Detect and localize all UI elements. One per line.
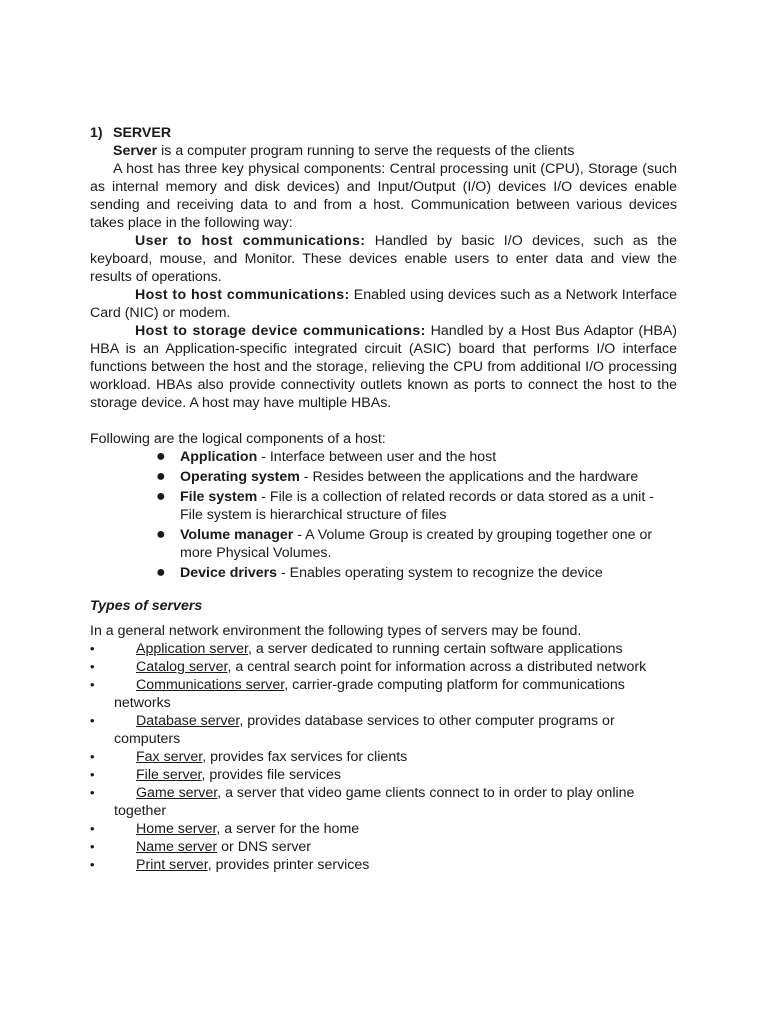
bullet-icon: • bbox=[90, 785, 95, 800]
comm-paragraph-host-host bbox=[90, 286, 677, 322]
list-item bbox=[90, 856, 677, 874]
bullet-icon: • bbox=[90, 839, 95, 854]
bullet-icon: ● bbox=[156, 564, 166, 581]
server-type-text: , provides fax services for clients bbox=[202, 749, 408, 765]
list-item bbox=[90, 820, 677, 838]
list-item bbox=[156, 526, 677, 562]
server-type-link[interactable]: Game server bbox=[136, 785, 218, 801]
component-label: Operating system bbox=[180, 469, 300, 485]
server-types-list bbox=[90, 640, 677, 874]
server-type-link[interactable]: Print server bbox=[136, 857, 208, 873]
list-item bbox=[90, 640, 677, 658]
bullet-icon: ● bbox=[156, 488, 166, 505]
list-item bbox=[90, 838, 677, 856]
server-type-link[interactable]: Communications server bbox=[136, 677, 285, 693]
section-title: SERVER bbox=[113, 125, 172, 141]
list-item bbox=[90, 676, 677, 712]
server-type-text: , a server for the home bbox=[216, 821, 360, 837]
list-item bbox=[90, 784, 677, 820]
server-type-text: , provides database services to other computer programs or computers bbox=[114, 713, 615, 747]
server-type-text: or DNS server bbox=[217, 839, 312, 855]
bullet-icon: • bbox=[90, 641, 95, 656]
list-item bbox=[90, 766, 677, 784]
logical-components-list bbox=[90, 448, 677, 582]
component-text: - File is a collection of related records or data stored as a unit - File system is hierarchical structure of files bbox=[180, 489, 654, 523]
server-type-link[interactable]: Application server bbox=[136, 641, 248, 657]
server-type-link[interactable]: Catalog server bbox=[136, 659, 228, 675]
bullet-icon: • bbox=[90, 857, 95, 872]
server-type-text: , a central search point for information across a distributed network bbox=[227, 659, 647, 675]
list-item bbox=[156, 468, 677, 486]
definition-text: is a computer program running to serve the requests of the clients bbox=[157, 143, 575, 159]
definition-term: Server bbox=[113, 143, 158, 159]
list-item bbox=[90, 748, 677, 766]
component-label: Device drivers bbox=[180, 565, 278, 581]
types-intro: In a general network environment the following types of servers may be found. bbox=[90, 623, 582, 639]
document-content bbox=[90, 124, 677, 874]
section-heading bbox=[90, 124, 677, 142]
server-type-link[interactable]: File server bbox=[136, 767, 202, 783]
list-item bbox=[156, 488, 677, 524]
server-type-link[interactable]: Home server bbox=[136, 821, 217, 837]
bullet-icon: • bbox=[90, 821, 95, 836]
server-type-link[interactable]: Name server bbox=[136, 839, 218, 855]
server-type-text: , provides printer services bbox=[207, 857, 370, 873]
component-label: File system bbox=[180, 489, 258, 505]
component-text: - Resides between the applications and the hardware bbox=[299, 469, 639, 485]
server-type-link[interactable]: Fax server bbox=[136, 749, 203, 765]
server-type-text: , provides file services bbox=[201, 767, 341, 783]
comm-label: Host to storage device communications: bbox=[135, 323, 426, 339]
physical-components-paragraph: A host has three key physical components: Central processing unit (CPU), Storage (such as internal memory and disk devices) and Input/Output (I/O) devices I/O devices enable sending and receiving data to and from a host. Communication between various devices takes place in the following way: bbox=[90, 161, 677, 231]
server-type-link[interactable]: Database server bbox=[136, 713, 240, 729]
comm-text: Handled by a Host Bus Adaptor (HBA) HBA is an Application-specific integrated circuit (ASIC) board that performs I/O interface functions between the host and the storage, relieving the CPU from additional I/O processing workload. HBAs also provide connectivity outlets known as ports to connect the host to the storage device. A host may have multiple HBAs. bbox=[90, 323, 678, 411]
list-item bbox=[90, 658, 677, 676]
list-item bbox=[90, 712, 677, 748]
paragraph-gap bbox=[90, 412, 677, 430]
bullet-icon: • bbox=[90, 677, 95, 692]
server-type-text: , carrier-grade computing platform for communications networks bbox=[114, 677, 625, 711]
component-label: Volume manager bbox=[180, 527, 294, 543]
component-label: Application bbox=[180, 449, 258, 465]
comm-text: Handled by basic I/O devices, such as the keyboard, mouse, and Monitor. These devices enable users to enter data and view the results of operations. bbox=[90, 233, 677, 285]
bullet-icon: • bbox=[90, 767, 95, 782]
comm-label: Host to host communications: bbox=[135, 287, 350, 303]
bullet-icon: ● bbox=[156, 468, 166, 485]
types-of-servers-heading: Types of servers bbox=[90, 598, 203, 614]
component-text: - A Volume Group is created by grouping together one or more Physical Volumes. bbox=[180, 527, 653, 561]
section-number: 1) bbox=[90, 125, 103, 141]
comm-paragraph-user-host bbox=[90, 232, 677, 286]
bullet-icon: • bbox=[90, 713, 95, 728]
bullet-icon: ● bbox=[156, 448, 166, 465]
comm-paragraph-host-storage bbox=[90, 322, 677, 412]
comm-text: Enabled using devices such as a Network Interface Card (NIC) or modem. bbox=[90, 287, 678, 321]
bullet-icon: • bbox=[90, 659, 95, 674]
server-definition bbox=[90, 142, 677, 160]
component-text: - Interface between user and the host bbox=[257, 449, 497, 465]
bullet-icon: ● bbox=[156, 526, 166, 543]
server-type-text: , a server that video game clients connect to in order to play online together bbox=[114, 785, 635, 819]
comm-label: User to host communications: bbox=[135, 233, 366, 249]
logical-components-intro: Following are the logical components of a host: bbox=[90, 431, 386, 447]
list-item bbox=[156, 564, 677, 582]
bullet-icon: • bbox=[90, 749, 95, 764]
component-text: - Enables operating system to recognize the device bbox=[277, 565, 603, 581]
server-type-text: , a server dedicated to running certain software applications bbox=[247, 641, 623, 657]
list-item bbox=[156, 448, 677, 466]
